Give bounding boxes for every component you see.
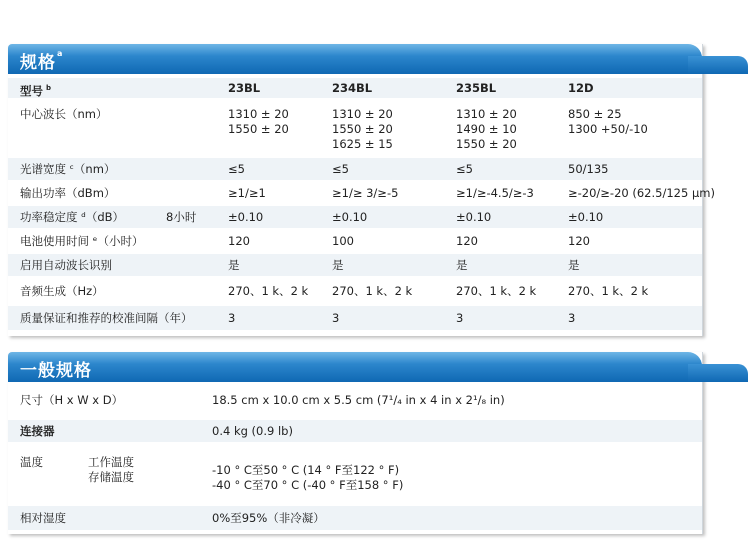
spec-row-power-stability xyxy=(8,206,702,228)
value-cell: 18.5 cm x 10.0 cm x 5.5 cm (7¹/₄ in x 4 in x 2¹/₈ in) xyxy=(212,393,505,407)
value-cell: ≤5 xyxy=(332,162,349,176)
value-line: 1310 ± 20 xyxy=(228,107,289,121)
value-cell: 是 xyxy=(332,258,344,272)
specs-title: 规格$^a$ xyxy=(20,49,64,73)
value-cell: 270、1 k、2 k xyxy=(332,284,413,298)
value-cell: 是 xyxy=(228,258,240,272)
model-header-row xyxy=(8,78,702,98)
value-cell: ≥1/≥1 xyxy=(228,186,266,200)
row-label: 尺寸（H x W x D） xyxy=(20,393,124,407)
spec-row-battery-life xyxy=(8,230,702,252)
value-cell: ≤5 xyxy=(456,162,473,176)
value-cell: ±0.10 xyxy=(568,210,604,224)
row-label: 中心波长（nm） xyxy=(20,107,108,121)
value-cell: 120 xyxy=(568,234,590,248)
value-line: 1490 ± 10 xyxy=(456,122,517,136)
row-label: 质量保证和推荐的校准间隔（年） xyxy=(20,311,193,325)
value-line: 1310 ± 20 xyxy=(332,107,393,121)
spec-row-wavelength xyxy=(8,102,702,154)
value-cell: 270、1 k、2 k xyxy=(456,284,537,298)
value-cell: 50/135 xyxy=(568,162,609,176)
value-line: -10 ° C至50 ° C (14 ° F至122 ° F) xyxy=(212,463,400,477)
general-title: 一般规格 xyxy=(20,361,92,381)
row-sublabel: 存储温度 xyxy=(88,470,134,484)
spec-row-auto-wavelength xyxy=(8,254,702,276)
general-row-temperature xyxy=(8,448,702,502)
value-cell: ≥1/≥-4.5/≥-3 xyxy=(456,186,534,200)
row-label: 光谱宽度 ᶜ（nm） xyxy=(20,162,116,176)
value-cell: 0.4 kg (0.9 lb) xyxy=(212,424,293,438)
model-label: 型号 $^b$ xyxy=(20,83,52,98)
value-cell: 3 xyxy=(568,311,576,325)
value-cell: 3 xyxy=(456,311,464,325)
value-line: -40 ° C至70 ° C (-40 ° F至158 ° F) xyxy=(212,478,404,492)
value-line: 1550 ± 20 xyxy=(332,122,393,136)
value-cell: 是 xyxy=(568,258,580,272)
row-sublabel: 工作温度 xyxy=(88,455,134,469)
value-line: 1550 ± 20 xyxy=(456,137,517,151)
value-cell: ≤5 xyxy=(228,162,245,176)
value-line: 850 ± 25 xyxy=(568,107,622,121)
general-row-humidity xyxy=(8,506,702,530)
value-line: 1310 ± 20 xyxy=(456,107,517,121)
general-row-dimensions xyxy=(8,390,702,412)
model-23bl: 23BL xyxy=(228,81,261,95)
value-cell: 120 xyxy=(228,234,250,248)
row-sublabel: 8小时 xyxy=(166,210,197,224)
spec-row-output-power xyxy=(8,182,715,204)
row-label: 输出功率（dBm） xyxy=(20,186,116,200)
row-label: 连接器 xyxy=(20,424,55,438)
specs-panel xyxy=(8,44,715,336)
value-line: 1550 ± 20 xyxy=(228,122,289,136)
value-cell: ±0.10 xyxy=(332,210,368,224)
general-row-connector xyxy=(8,420,702,442)
value-cell: 是 xyxy=(456,258,468,272)
row-label: 音频生成（Hz） xyxy=(20,284,104,298)
general-panel xyxy=(8,352,703,534)
value-cell: ±0.10 xyxy=(456,210,492,224)
value-line: 1300 +50/-10 xyxy=(568,122,648,136)
value-cell: ≥-20/≥-20 (62.5/125 μm) xyxy=(568,186,715,200)
value-cell: 120 xyxy=(456,234,478,248)
specs-header xyxy=(8,44,702,74)
spec-row-spectral-width xyxy=(8,158,702,180)
row-label: 相对湿度 xyxy=(20,511,66,525)
row-label: 启用自动波长识别 xyxy=(20,258,112,272)
value-cell: 100 xyxy=(332,234,354,248)
spec-row-audio xyxy=(8,280,702,302)
value-cell: 3 xyxy=(228,311,236,325)
row-label: 电池使用时间 ᵉ（小时） xyxy=(20,234,144,248)
value-cell: 0%至95%（非冷凝） xyxy=(212,511,325,525)
value-cell: ≥1/≥ 3/≥-5 xyxy=(332,186,399,200)
model-12d: 12D xyxy=(568,81,594,95)
value-cell: 270、1 k、2 k xyxy=(228,284,309,298)
row-label: 温度 xyxy=(20,455,43,469)
value-cell: ±0.10 xyxy=(228,210,264,224)
model-235bl: 235BL xyxy=(456,81,497,95)
row-label: 功率稳定度 ᵈ（dB） xyxy=(20,210,125,224)
spec-row-warranty xyxy=(8,306,702,330)
model-234bl: 234BL xyxy=(332,81,373,95)
value-cell: 270、1 k、2 k xyxy=(568,284,649,298)
value-line: 1625 ± 15 xyxy=(332,137,393,151)
value-cell: 3 xyxy=(332,311,340,325)
general-header xyxy=(8,352,702,382)
